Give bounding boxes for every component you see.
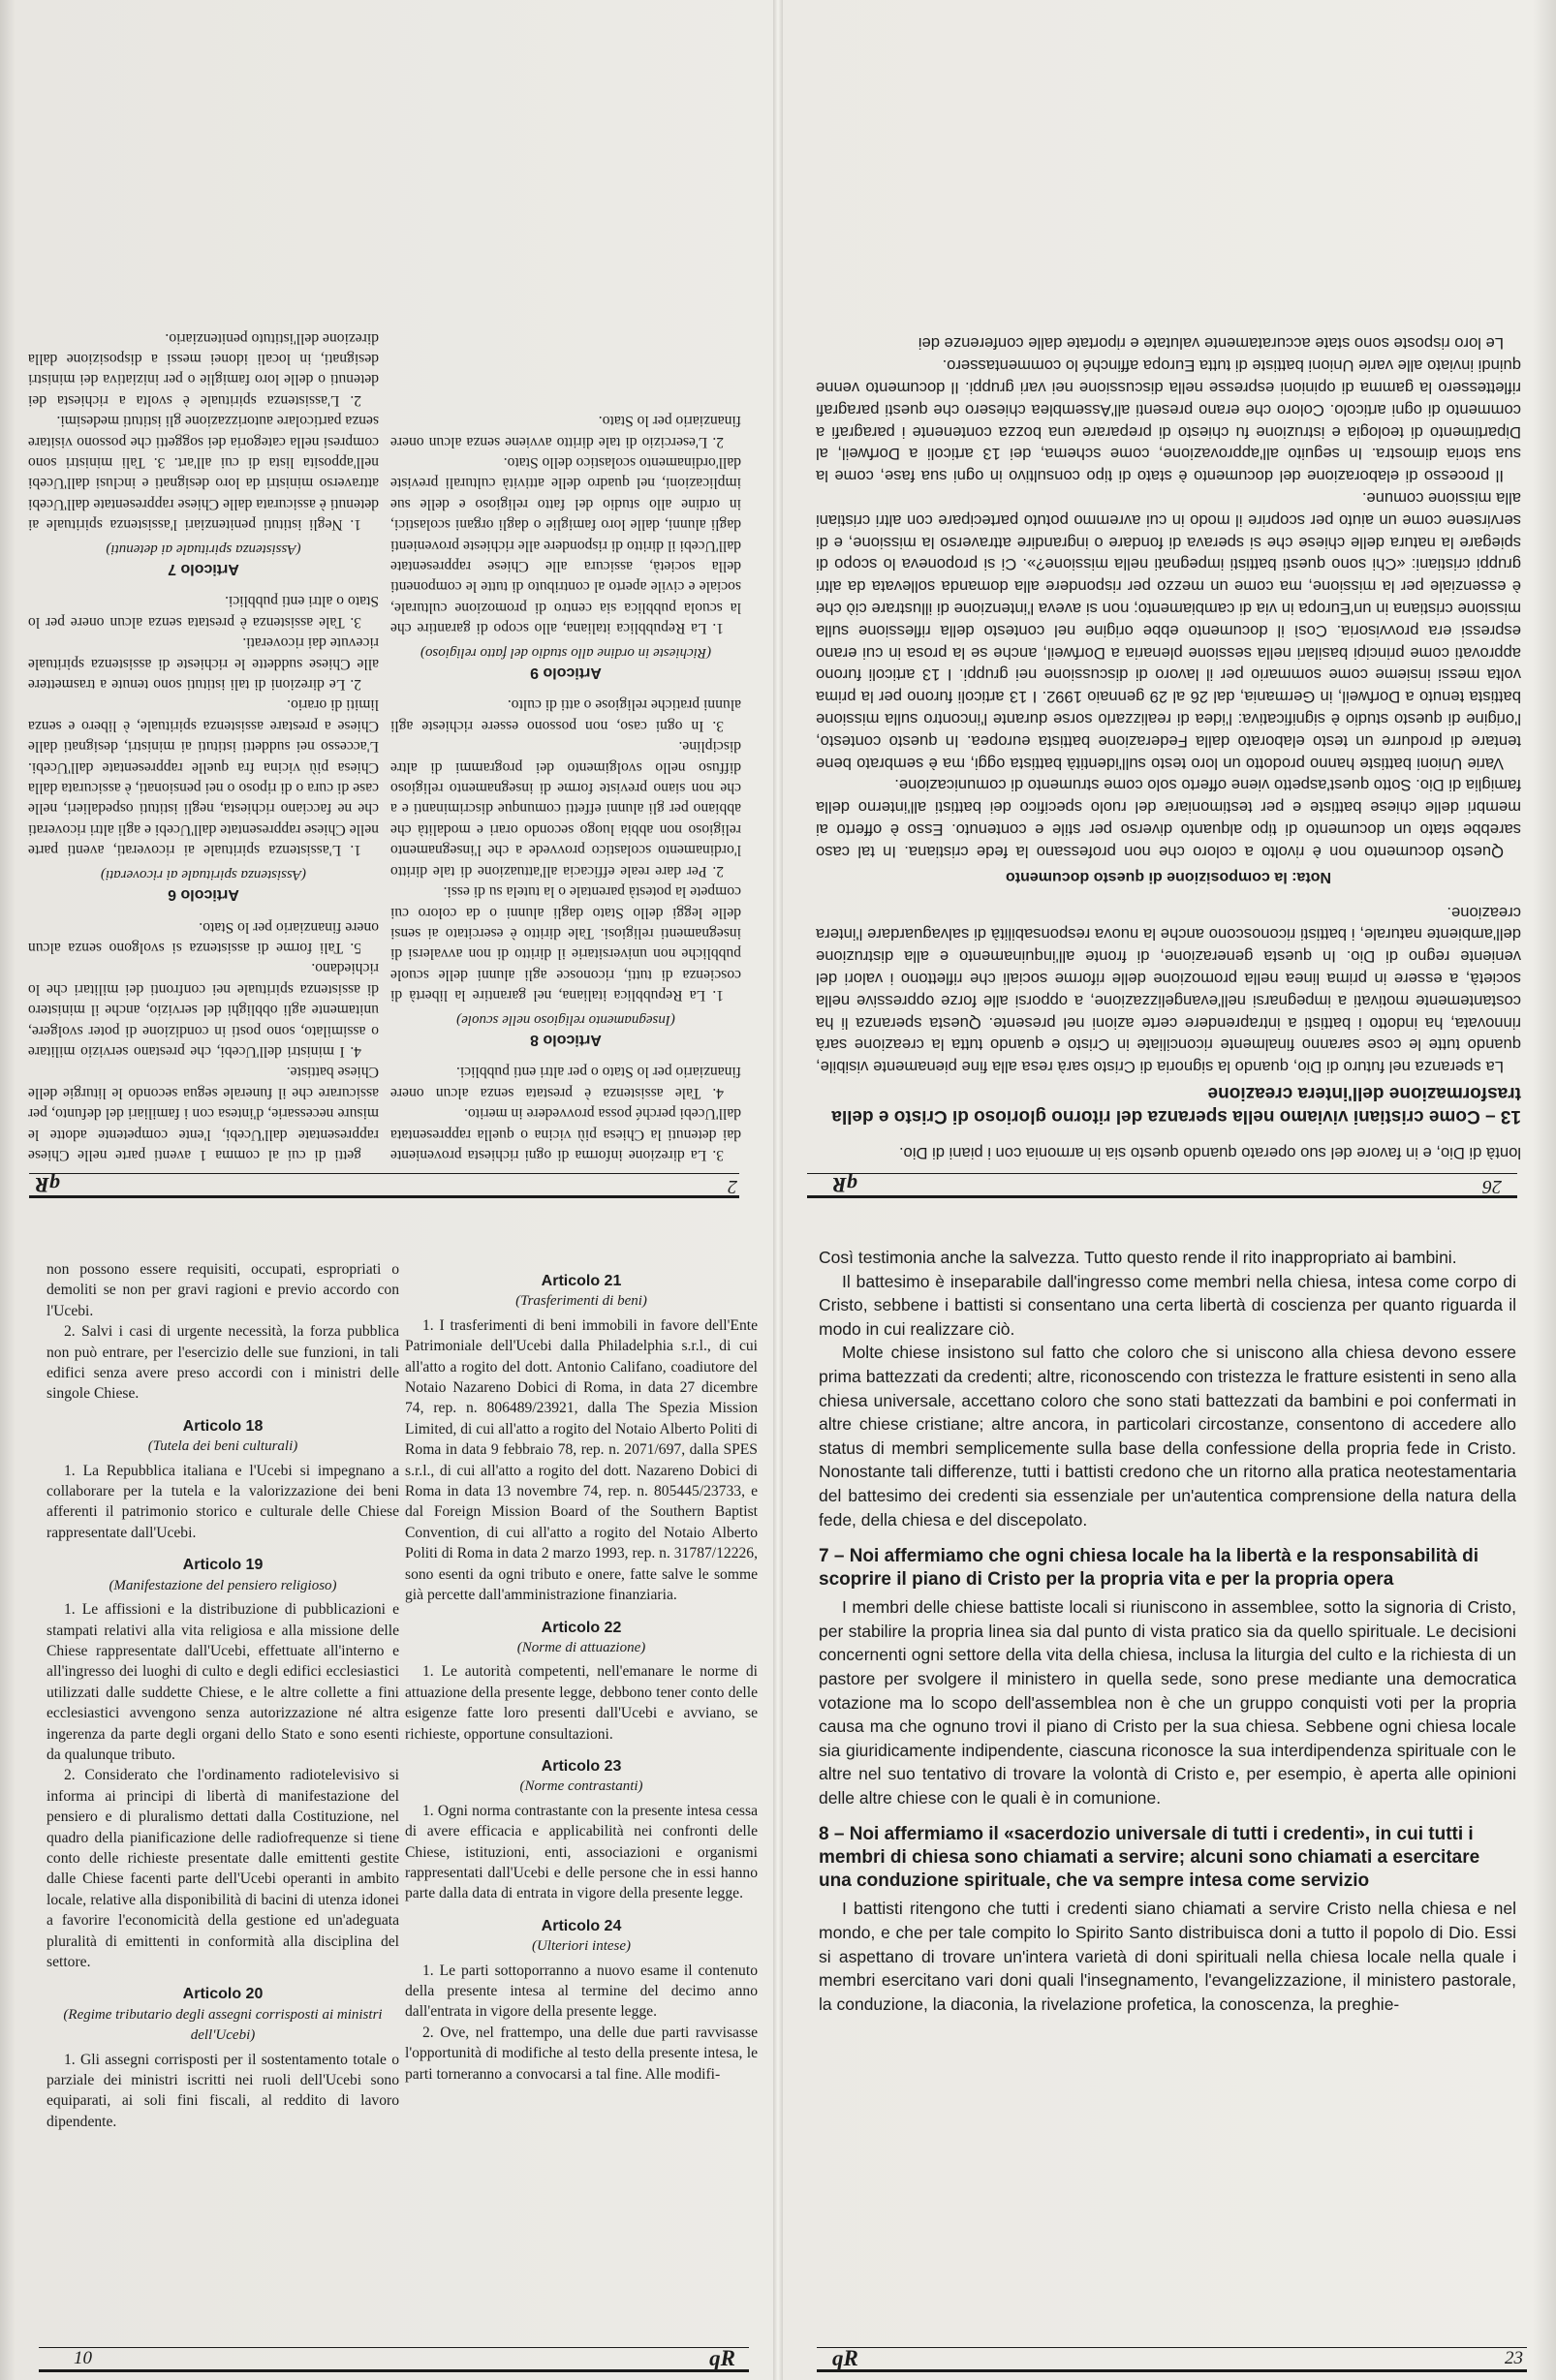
article-subtitle: (Manifestazione del pensiero religioso): [109, 1577, 337, 1593]
paragraph: 1. La Repubblica italiana e l'Ucebi si impegnano a collaborare per la tutela e la valorizzazione dei beni afferenti il patrimonio storico e culturale delle Chiese rappresentate dall'Ucebi.: [47, 1462, 399, 1541]
paragraph: 1. Le autorità competenti, nell'emanare le norme di attuazione della presente legge, debbono tener conto delle esigenze fatte loro presenti dall'Ucebi e avviano, se richieste, opportune consultazioni.: [405, 1663, 758, 1743]
left-top-page-number: 2: [728, 1176, 737, 1197]
article-subtitle: (Trasferimenti di beni): [515, 1293, 647, 1310]
article-title: Articolo 18: [182, 1417, 264, 1435]
paragraph: Le loro risposte sono state accuratamente valutate e riportate dalle conferenze dei: [918, 334, 1504, 354]
right-top-page-number: 26: [1482, 1176, 1502, 1197]
paragraph: 4. I ministri dell'Ucebi, che prestano servizio militare o assimilato, sono posti in condizione di poter svolgere, unitamente agli obblighi del servizio, anche il ministero di assistenza spirituale nei confronti dei militari che lo richiedano.: [28, 960, 379, 1060]
paragraph: 2. L'esercizio di tale diritto avviene senza alcun onere finanziario per lo Stato.: [390, 413, 741, 450]
paragraph: 1. Ogni norma contrastante con la presente intesa cessa di avere efficacia e applicabilità nei confronti delle Chiese, istituzioni, enti, associazioni e organismi rappresentati dall'Ucebi e delle persone che in essi hanno parte dalla data di entrata in vigore della presente legge.: [405, 1802, 758, 1902]
paragraph: 1. Negli istituti penitenziari l'assistenza spirituale ai detenuti è assicurata dalle Chiese rappresentate dall'Ucebi attraverso ministri da loro designati e inclusi dall'Ucebi nell'apposita lista di cui all'art. 3. Tali ministri sono compresi nella categoria dei soggetti che possono visitare senza particolare autorizzazione gli istituti medesimi.: [28, 413, 379, 534]
article-title: Articolo 7: [168, 561, 239, 578]
paragraph: 1. L'assistenza spirituale ai ricoverati, aventi parte nelle Chiese rappresentate dall'Ucebi e agli altri ricoverati che ne facciano richiesta, negli istituti ospedalieri, nelle case di cura o di riposo o nei pensionati, è assicurata dalla Chiesa più vicina fra quelle rappresentate dall'Ucebi. L'accesso nei suddetti istituti ai ministri, designati dalle Chiese a prestare assistenza spirituale, è libero e senza limiti di orario.: [28, 696, 379, 859]
paragraph: 2. L'assistenza spirituale è svolta a richiesta dei detenuti o delle loro famiglie o per iniziativa dei ministri designati, in locali idonei messi a disposizione dalla direzione dell'istituto penitenziario.: [28, 329, 379, 409]
right-page-top-rotated: [778, 0, 1556, 1206]
article-title: Articolo 22: [541, 1619, 622, 1636]
left-bottom-page-number: 10: [74, 2348, 92, 2368]
paragraph: 1. La Repubblica italiana, nel garantire la libertà di coscienza di tutti, riconosce agli alunni delle scuole pubbliche non universitarie il diritto di non avvalersi di insegnamenti religiosi. Tale diritto è esercitato ai sensi delle leggi dello Stato dagli alunni o da coloro cui compete la potestà parentale o la tutela su di essi.: [390, 883, 741, 1005]
left-top-column-b: [390, 411, 741, 1165]
left-bottom-column-b: [405, 1259, 758, 2085]
article-subtitle: (Norme di attuazione): [516, 1639, 646, 1655]
article-title: Articolo 8: [530, 1031, 602, 1048]
paragraph: non possono essere requisiti, occupati, espropriati o demoliti se non per gravi ragioni e previo accordo con l'Ucebi.: [47, 1261, 399, 1319]
article-subtitle: (Assistenza spirituale ai detenuti): [106, 541, 301, 557]
paragraph: 5. Tali forme di assistenza si svolgono senza alcun onere finanziario per lo Stato.: [28, 918, 379, 956]
right-bottom-brand-mark: qR: [832, 2346, 858, 2370]
article-subtitle: (Ulteriori intese): [531, 1938, 632, 1955]
paragraph: 1. Gli assegni corrisposti per il sostentamento totale o parziale dei ministri iscritti nei ruoli dell'Ucebi sono equiparati, ai soli fini fiscali, al reddito di lavoro dipendente.: [47, 2051, 399, 2130]
paragraph: 1. La Repubblica italiana, allo scopo di garantire che la scuola pubblica sia centro di promozione culturale, sociale e civile aperto al contributo di tutte le componenti della società, assicura alle Chiese rappresentate dall'Ucebi il diritto di rispondere alle richieste provenienti dagli alunni, dalle loro famiglie o dagli organi scolastici, in ordine allo studio del fatto religioso e delle sue implicazioni, nel quadro delle attività culturali previste dall'ordinamento scolastico dello Stato.: [390, 454, 741, 637]
paragraph: 3. Tale assistenza è prestata senza alcun onere per lo Stato o altri enti pubblici.: [28, 593, 379, 631]
article-subtitle: (Regime tributario degli assegni corrisposti ai ministri dell'Ucebi): [63, 2006, 383, 2044]
article-subtitle: (Insegnamento religioso nelle scuole): [456, 1011, 675, 1028]
right-bottom-column: [819, 1246, 1516, 2016]
right-top-column: [816, 332, 1521, 1163]
right-top-brand-mark: qR: [832, 1173, 857, 1197]
book-spine: [773, 0, 783, 2380]
paragraph: 3. La direzione informa di ogni richiesta proveniente dai detenuti la Chiesa più vicina o quella rappresentata dall'Ucebi perché possa provvedere in merito.: [390, 1105, 741, 1163]
paragraph: 1. Le affissioni e la distribuzione di pubblicazioni e stampati relativi alla vita religiosa e alla missione delle Chiese rappresentate dall'Ucebi, effettuate all'interno e all'ingresso dei luoghi di culto e degli edifici ecclesiastici utilizzati dalle suddette Chiese, e le altre collette a fini ecclesiastici avvengono senza autorizzazione né altra ingerenza da parte degli organi dello Stato e sono esenti da qualunque tributo.: [47, 1601, 399, 1763]
right-top-header-band: [807, 1173, 1517, 1198]
paragraph: Varie Unioni battiste hanno prodotto un loro testo sull'identità battista oggi, ma è sembrato bene tentare di produrre un testo elaborato dalla Federazione battista europea. In questo contesto, l'origine di questo studio è significativa: l'idea di realizzarlo sorse durante l'incontro sulla missione battista tenuto a Dorfweil, in Germania, dal 26 al 29 gennaio 1992. I 13 articoli furono per la prima volta messi insieme come sommario per il lavoro di discussione nei gruppi. I 13 articoli furono approvati come principi basilari nella sessione plenaria a Dorfweil, anche se la prosa in cui erano espressi era provvisoria. Così il documento ebbe origine nel contesto della riflessione sulla missione cristiana in un'Europa in via di cambiamento; non si aveva l'intenzione di illustrare ciò che è essenziale per la missione, ma come un mezzo per rispondere alla domanda sollevata da altri gruppi cristiani: «Chi sono questi battisti impegnati nella missione?». Ci si proponeva lo scopo di spiegare la natura delle chiese che si sperava di fondare o ingrandire attraverso la missione, e di servirsene come un aiuto per scoprire il modo in cui avremmo potuto partecipare con altri cristiani alla missione comune.: [816, 489, 1521, 773]
paragraph: I battisti ritengono che tutti i credenti siano chiamati a servire Cristo nella chiesa e nel mondo, e che per tale compito lo Spirito Santo distribuisca doni a tutto il popolo di Dio. Essi si aspettano di trovare un'intera varietà di doni spirituali nella chiesa locale nella quale i membri esercitano vari doni quali l'insegnamento, l'evangelizzazione, il ministero pastorale, la conduzione, la diaconia, la rivelazione profetica, la conoscenza, la preghie-: [819, 1899, 1516, 2014]
paragraph: La speranza nel futuro di Dio, quando la signoria di Cristo sarà resa alla fine pienamente visibile, quando tutte le cose saranno finalmente riconciliate in Cristo e quando tutta la creazione sarà rinnovata, ha indotto i battisti a intraprendere certe azioni nel presente. Questa speranza li ha costantemente motivati a impegnarsi nell'evangelizzazione, a opporsi alle forze oppressive nella società, a essere in prima linea nella promozione delle riforme sociali che riflettono i valori del veniente regno di Dio. In questa generazione, di fronte all'inquinamento e alla distruzione dell'ambiente naturale, i battisti riconoscono anche la nuova responsabilità di salvaguardare l'intera creazione.: [816, 903, 1521, 1077]
paragraph: lontà di Dio, e in favore del suo operato quando questo sia in armonia con i piani di Dio.: [898, 1144, 1521, 1162]
paragraph: Il processo di elaborazione del documento è stato di tipo consultivo in ogni sua fase, come la sua storia dimostra. In seguito all'approvazione, come schema, dei 13 articoli a Dorfweil, al Dipartimento di teologia e istruzione fu chiesto di preparare una bozza contenente i paragrafi a commento di ogni articolo. Coloro che erano presenti all'Assemblea chiesero che questi paragrafi riflettessero la gamma di opinioni espresse nella discussione nei vari gruppi. Il documento venne quindi inviato alle varie Unioni battiste di tutta Europa affinché lo commentassero.: [816, 356, 1521, 486]
article-subtitle: (Tutela dei beni culturali): [147, 1438, 298, 1455]
article-subtitle: (Richieste in ordine allo studio del fatto religioso): [420, 644, 712, 661]
left-top-column-a: [28, 327, 379, 1165]
article-title: Articolo 21: [541, 1273, 622, 1289]
section-heading: 8 – Noi affermiamo il «sacerdozio universale di tutti i credenti», in cui tutti i membri di chiesa sono chiamati a servire; alcuni sono chiamati a esercitare una conduzione spirituale, che va sempre intesa come servizio: [819, 1824, 1480, 1892]
paragraph: 1. Le parti sottoporranno a nuovo esame il contenuto della presente intesa al termine del decimo anno dall'entrata in vigore della presente legge.: [405, 1962, 758, 2021]
paragraph: getti di cui al comma 1 aventi parte nelle Chiese rappresentate dall'Ucebi, l'ente competente adotte le misure necessarie, d'intesa con i familiari del defunto, per assicurare che il funerale segua secondo le liturgie delle Chiese battiste.: [28, 1064, 379, 1163]
section-heading: 7 – Noi affermiamo che ogni chiesa locale ha la libertà e la responsabilità di scoprire il piano di Cristo per la propria vita e per la propria opera: [819, 1546, 1479, 1591]
right-page: [778, 0, 1556, 2380]
paragraph: Questo documento non è rivolto a coloro che non professano la fede cristiana. In tal caso sarebbe stato un documento di tipo alquanto diverso per stile e contenuto. Esso è offerto ai membri delle chiese battiste e per testimoniare del ruolo specifico dei battisti all'interno della famiglia di Dio. Sotto quest'aspetto viene offerto solo come strumento di comunicazione.: [816, 776, 1521, 861]
section-heading: 13 – Come cristiani viviamo nella speranza del ritorno glorioso di Cristo e della trasformazione dell'intera creazione: [831, 1083, 1521, 1128]
left-bottom-brand-mark: qR: [709, 2346, 735, 2370]
paragraph: Molte chiese insistono sul fatto che coloro che si uniscono alla chiesa devono essere prima battezzati da credenti; altre, riconoscendo con tristezza le fratture esistenti in seno alla chiesa universale, accettano coloro che sono stati battezzati da bambini e poi confermati in altre chiese cristiane; altre ancora, in particolari circostanze, consentono di accedere allo status di membri semplicemente sulla base della confessione della propria fede in Cristo. Nonostante tali differenze, tutti i battisti credono che un ritorno alla pratica neotestamentaria del battesimo dei credenti sia essenziale per un'autentica comprensione della natura della fede, della chiesa e del discepolato.: [819, 1343, 1516, 1530]
article-title: Articolo 9: [530, 665, 602, 682]
paragraph: 2. Per dare reale efficacia all'attuazione di tale diritto l'ordinamento scolastico provvede a che l'insegnamento religioso non abbia luogo secondo orari e modalità che abbiano per gli alunni effetti comunque discriminanti e a che non siano previste forme di insegnamento religioso diffuso nello svolgimento dei programmi di altre discipline.: [390, 738, 741, 880]
paragraph: 4. Tale assistenza è prestata senza alcun onere finanziario per lo Stato o per altri enti pubblici.: [390, 1064, 741, 1101]
right-bottom-footer-band: [817, 2347, 1527, 2372]
left-top-header-band: [29, 1173, 739, 1198]
left-bottom-column-a: [47, 1259, 399, 2132]
paragraph: 2. Considerato che l'ordinamento radiotelevisivo si informa ai principi di libertà di manifestazione del pensiero e di pluralismo dettati dalla Costituzione, nel quadro della pianificazione delle radiofrequenze si tiene conto delle richieste presentate dalle emittenti gestite dalle Chiese facenti parte dell'Ucebi operanti in ambito locale, relative alla disponibilità di bacini di utenza idonei a favorire l'economicità della gestione ed un'adeguata pluralità di emittenti in conformità alla disciplina del settore.: [47, 1767, 399, 1970]
article-subtitle: (Norme contrastanti): [519, 1778, 643, 1795]
left-top-brand-mark: qR: [35, 1173, 60, 1197]
paragraph: 2. Salvi i casi di urgente necessità, la forza pubblica non può entrare, per l'esercizio delle sue funzioni, in tali edifici senza avere preso accordi con i ministri delle singole Chiese.: [47, 1323, 399, 1403]
article-title: Articolo 6: [168, 886, 239, 904]
article-subtitle: (Assistenza spirituale ai ricoverati): [100, 866, 307, 882]
paragraph: Il battesimo è inseparabile dall'ingresso come membri nella chiesa, intesa come corpo di Cristo, sebbene i battisti si consentano una certa libertà di coscienza per quanto riguarda il modo in cui realizzare ciò.: [819, 1271, 1516, 1339]
paragraph: 1. I trasferimenti di beni immobili in favore dell'Ente Patrimoniale dell'Ucebi dalla Philadelphia s.r.l., di cui all'atto a rogito del dott. Antonio Califano, coadiutore del Notaio Nazareno Dobici di Roma, in data 27 dicembre 74, rep. n. 806489/23921, dalla The Spezia Mission Limited, di cui all'atto a rogito del Notaio Alberto Politi di Roma in data 9 febbraio 78, rep. n. 2071/697, dalla SPES s.r.l., di cui all'atto a rogito del dott. Nazareno Dobici di Roma in data 13 novembre 74, rep. n. 805445/23733, e dal Foreign Mission Board of the Southern Baptist Convention, di cui all'atto a rogito del Notaio Alberto Politi di Roma in data 2 marzo 1993, rep. n. 31787/12226, sono esenti da ogni tributo e onere, fatte salve le somme già percette dall'amministrazione finanziaria.: [405, 1316, 758, 1604]
paragraph: 2. Ove, nel frattempo, una delle due parti ravvisasse l'opportunità di modifiche al testo della presente intesa, le parti torneranno a convocarsi a tal fine. Alle modifi-: [405, 2024, 758, 2083]
note-heading: Nota: la composizione di questo documento: [1006, 868, 1332, 885]
left-page-top-rotated: [0, 0, 778, 1206]
article-title: Articolo 23: [541, 1757, 622, 1775]
paragraph: I membri delle chiese battiste locali si riuniscono in assemblee, sotto la signoria di Cristo, per stabilire la propria linea sia dal punto di vista pratico sia da quello spirituale. Le decisioni concernenti ogni settore della vita della chiesa, inclusa la liturgia del culto e la richiesta di un pastore per svolgere il ministero in quella sede, sono prese mediante una democratica votazione ma lo scopo dell'assemblea non è che un gruppo conquisti voti per la propria causa ma che ognuno trovi il piano di Cristo per la sua chiesa. Sebbene ogni chiesa locale sia giuridicamente indipendente, ciascuna riconosce la sua interdipendenza spirituale con le altre nel suo tentativo di trovare la volontà di Cristo e, per esempio, è aperta alle opinioni delle altre chiese con le quali è in comunione.: [819, 1597, 1516, 1808]
paragraph: 2. Le direzioni di tali istituti sono tenute a trasmettere alle Chiese suddette le richieste di assistenza spirituale ricevute dai ricoverati.: [28, 634, 379, 694]
left-bottom-footer-band: [39, 2347, 749, 2372]
article-title: Articolo 20: [182, 1986, 264, 2003]
article-title: Articolo 19: [182, 1557, 264, 1574]
article-title: Articolo 24: [541, 1917, 622, 1934]
right-bottom-page-number: 23: [1505, 2348, 1523, 2368]
paragraph: Così testimonia anche la salvezza. Tutto questo rende il rito inappropriato ai bambini.: [819, 1248, 1457, 1267]
paragraph: 3. In ogni caso, non possono essere richieste agli alunni pratiche religiose o atti di culto.: [390, 696, 741, 734]
